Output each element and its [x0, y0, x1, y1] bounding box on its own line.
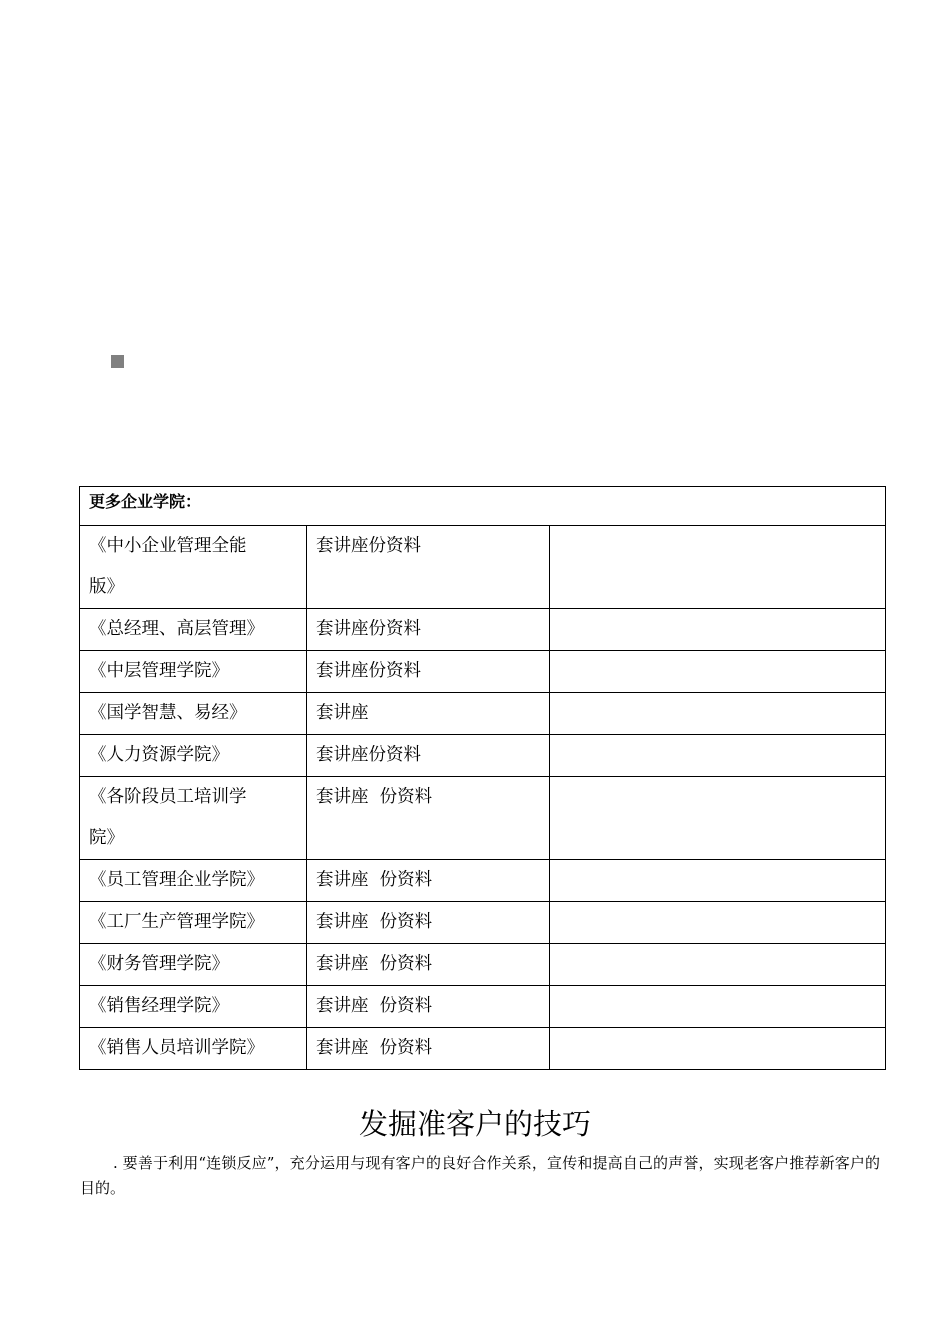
bullet-square-icon: [111, 355, 124, 368]
course-materials: 套讲座: [307, 693, 550, 735]
course-materials: 套讲座 份资料: [307, 860, 550, 902]
table-row: [80, 693, 886, 735]
table-row: [80, 651, 886, 693]
course-materials: 套讲座 份资料: [307, 777, 550, 860]
table-row: [80, 526, 886, 609]
table-row: [80, 902, 886, 944]
table-header: 更多企业学院：: [80, 487, 886, 526]
course-note: [550, 902, 886, 944]
course-name: 《销售人员培训学院》: [80, 1028, 307, 1070]
course-name: 《中层管理学院》: [80, 651, 307, 693]
body-paragraph: . 要善于利用“连锁反应”，充分运用与现有客户的良好合作关系，宣传和提高自己的声誉，实现老客户推荐新客户的目的。: [80, 1154, 880, 1197]
course-note: [550, 526, 886, 609]
table-row: [80, 986, 886, 1028]
course-note: [550, 651, 886, 693]
table-row: [80, 777, 886, 860]
table-row: [80, 1028, 886, 1070]
course-materials: 套讲座份资料: [307, 526, 550, 609]
course-note: [550, 609, 886, 651]
table-row: [80, 609, 886, 651]
course-materials: 套讲座 份资料: [307, 902, 550, 944]
course-name: 《各阶段员工培训学 院》: [80, 777, 307, 860]
course-note: [550, 735, 886, 777]
course-name: 《人力资源学院》: [80, 735, 307, 777]
course-materials: 套讲座 份资料: [307, 986, 550, 1028]
table-row: [80, 860, 886, 902]
course-materials: 套讲座份资料: [307, 609, 550, 651]
course-note: [550, 944, 886, 986]
course-note: [550, 986, 886, 1028]
course-name: 《国学智慧、易经》: [80, 693, 307, 735]
table-row: [80, 944, 886, 986]
course-note: [550, 777, 886, 860]
course-note: [550, 1028, 886, 1070]
course-note: [550, 693, 886, 735]
course-name: 《总经理、高层管理》: [80, 609, 307, 651]
table-header-row: [80, 487, 886, 526]
course-materials: 套讲座 份资料: [307, 944, 550, 986]
course-note: [550, 860, 886, 902]
course-materials: 套讲座 份资料: [307, 1028, 550, 1070]
page-title: 发掘准客户的技巧: [358, 1107, 591, 1141]
course-materials: 套讲座份资料: [307, 735, 550, 777]
course-table: [79, 486, 886, 1070]
course-name: 《销售经理学院》: [80, 986, 307, 1028]
course-name: 《员工管理企业学院》: [80, 860, 307, 902]
table-row: [80, 735, 886, 777]
course-name: 《中小企业管理全能 版》: [80, 526, 307, 609]
course-materials: 套讲座份资料: [307, 651, 550, 693]
course-name: 《财务管理学院》: [80, 944, 307, 986]
course-name: 《工厂生产管理学院》: [80, 902, 307, 944]
